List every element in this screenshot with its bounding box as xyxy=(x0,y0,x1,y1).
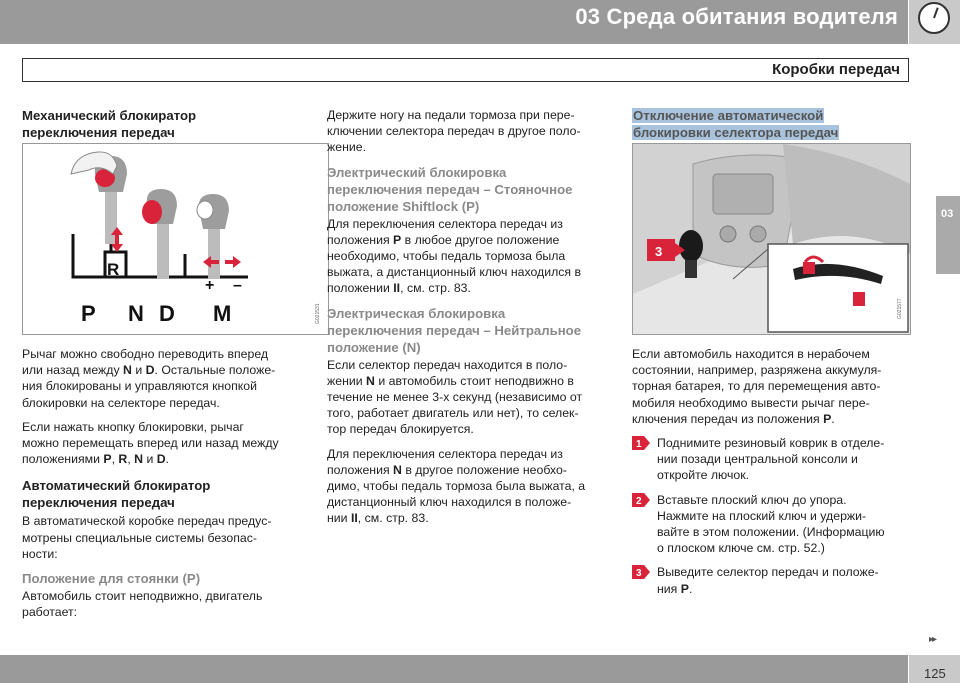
gate-label-p: P xyxy=(81,301,96,326)
subheading-parking: Положение для стоянки (P) xyxy=(22,571,201,587)
step-3: 3 Выведите селектор передач и положе- ния P. xyxy=(632,564,917,596)
chapter-title: 03 Среда обитания водителя xyxy=(575,4,898,29)
figure-code: G021531 xyxy=(315,303,321,324)
heading-shiftlock-n: Электрическая блокировка переключения передач – Нейтральное положение (N) xyxy=(327,305,582,355)
column-2 xyxy=(327,107,617,535)
step-3-icon xyxy=(632,565,650,579)
step-1-icon xyxy=(632,436,650,450)
gate-label-d: D xyxy=(159,301,175,326)
heading-disable-autolock: Отключение автоматической блокировки селектора передач xyxy=(633,108,839,140)
console-illustration xyxy=(633,144,910,334)
gate-label-m: M xyxy=(213,301,232,326)
heading-auto-lock: Автоматический блокиратор переключения передач xyxy=(22,478,211,511)
side-tab-label: 03 xyxy=(941,208,954,220)
paragraph-lever-free: Рычаг можно свободно переводить вперед или назад между N и D. Остальные положе- ния блокированы и управляются кнопкой блокировки на селекторе передач. xyxy=(22,347,276,410)
svg-text:3: 3 xyxy=(636,568,642,580)
section-title: Коробки передач xyxy=(772,61,900,78)
gear-lock-figure xyxy=(22,143,329,335)
heading-shiftlock-p: Электрический блокировка переключения передач – Стояночное положение Shiftlock (P) xyxy=(327,164,573,214)
paragraph-auto-safety: В автоматической коробке передач предус- мотрены специальные системы безопас- ности: xyxy=(22,514,272,561)
knob-button-3 xyxy=(197,201,213,219)
paragraph-lock-button: Если нажать кнопку блокировки, рычаг можно перемещать вперед или назад между положениями P, R, N и D. xyxy=(22,419,279,467)
shifter-knob xyxy=(679,230,703,262)
knob-button-2 xyxy=(142,200,162,224)
step-1: 1 Поднимите резиновый коврик в отделе- нии позади центральной консоли и откройте лючок. xyxy=(632,435,917,484)
paragraph-shiftlock-p: Для переключения селектора передач из положения P в любое другое положение необходимо, чтобы педаль тормоза была выжата, а дистанционный ключ находился в положении II, см. стр. 83. xyxy=(327,216,582,296)
gate-label-r: R xyxy=(107,260,120,279)
gate-label-minus: – xyxy=(233,277,242,294)
step-2-icon xyxy=(632,493,650,507)
column-1-text xyxy=(22,346,312,628)
speedometer-icon xyxy=(918,2,950,34)
gate-label-n: N xyxy=(128,301,144,326)
right-arrow xyxy=(225,256,241,268)
column-3-text xyxy=(632,346,917,605)
column-3 xyxy=(632,107,917,141)
paragraph-inoperative: Если автомобиль находится в нерабочем состоянии, например, разряжена аккумуля- торная батарея, то для перемещения авто- мобиля необходимо вывести рычаг пере- ключения передач из положения P. xyxy=(632,347,882,426)
heading-manual-lock: Механический блокиратор переключения передач xyxy=(22,108,197,140)
next-page-arrows-icon[interactable]: ▸▸ xyxy=(929,634,936,645)
step-2: 2 Вставьте плоский ключ до упора. Нажмите на плоский ключ и удержи- вайте в этом положении. (Информацию о плоском ключе см. стр. 52.) xyxy=(632,492,917,557)
paragraph-shiftlock-n: Если селектор передач находится в поло- жении N и автомобиль стоит неподвижно в течение не менее 3-х секунд (независимо от того, работает двигатель или нет), то селек- тор передач блокируется. xyxy=(327,357,583,437)
svg-text:1: 1 xyxy=(636,439,642,451)
column-1 xyxy=(22,107,307,143)
chapter-side-tab[interactable] xyxy=(936,196,960,274)
lever-3 xyxy=(208,224,220,279)
footer-bar xyxy=(0,655,908,683)
paragraph-n-release: Для переключения селектора передач из положения N в другое положение необхо- димо, чтобы педаль тормоза была выжата, а дистанционный ключ находился в положе- нии II, см. стр. 83. xyxy=(327,446,586,526)
hand-outline xyxy=(71,152,117,174)
page-number: 125 xyxy=(924,666,946,681)
svg-text:2: 2 xyxy=(636,495,642,507)
console-figure xyxy=(632,143,911,335)
figure-code-2: G021577 xyxy=(897,298,903,319)
paragraph-brake: Держите ногу на педали тормоза при пере- ключении селектора передач в другое поло- жение. xyxy=(327,108,581,155)
gear-lock-illustration xyxy=(23,144,328,334)
inset-panel xyxy=(768,244,908,332)
callout-3-label: 3 xyxy=(655,244,663,259)
paragraph-parking: Автомобиль стоит неподвижно, двигатель работает: xyxy=(22,589,263,620)
gate-label-plus: + xyxy=(205,277,215,294)
section-title-box xyxy=(22,58,909,82)
